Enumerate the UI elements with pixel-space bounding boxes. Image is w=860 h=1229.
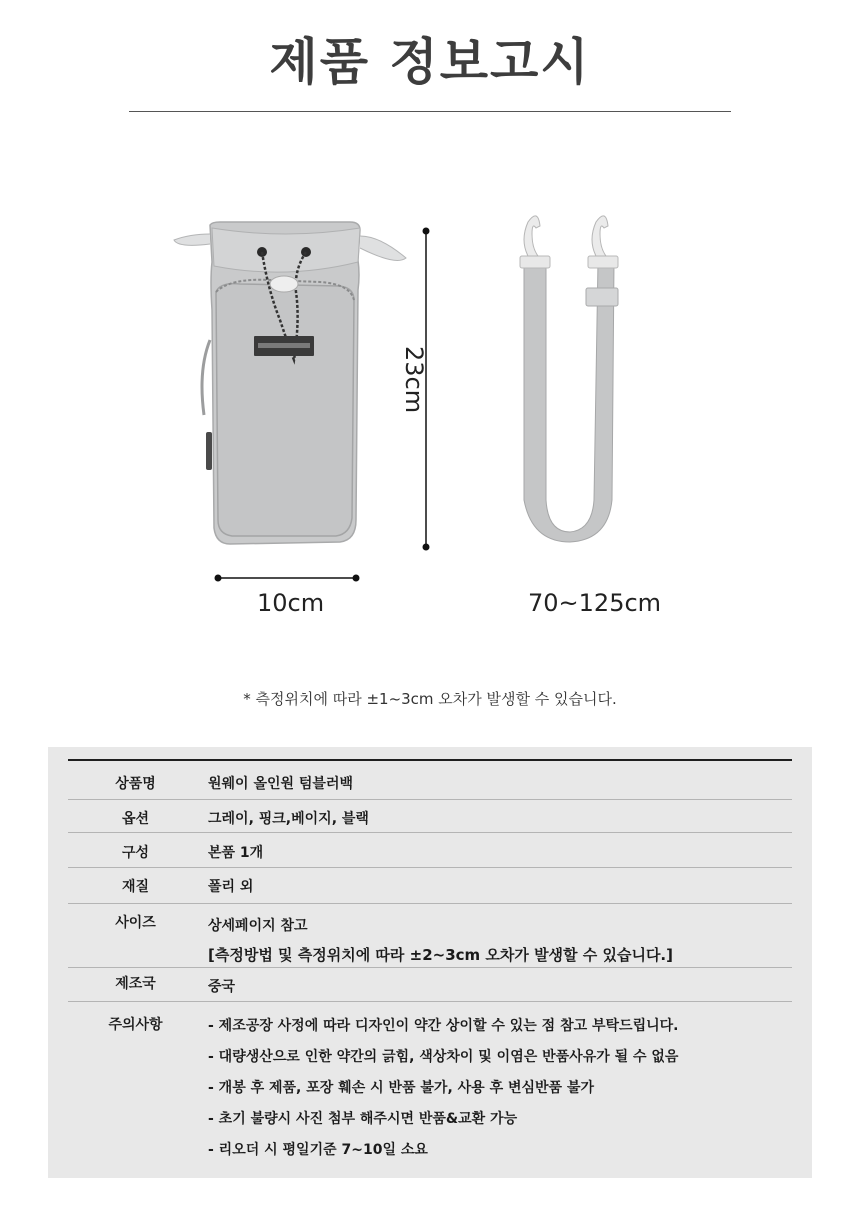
size-value-group [203, 904, 792, 967]
option-label: 옵션 [121, 811, 150, 827]
table-row [68, 868, 792, 904]
product-info-panel [48, 747, 812, 1178]
composition-label: 구성 [121, 845, 150, 861]
caution-item: - 리오더 시 평일기준 7~10일 소요 [208, 1142, 428, 1158]
product-illustration-area [160, 200, 700, 640]
size-label: 사이즈 [115, 915, 156, 931]
composition-value: 본품 1개 [208, 845, 264, 861]
table-row [68, 833, 792, 868]
origin-value: 중국 [208, 979, 236, 995]
shoulder-strap-image [520, 216, 618, 542]
caution-list [203, 1002, 792, 1162]
product-illustration [160, 200, 700, 640]
origin-label: 제조국 [115, 976, 156, 992]
name-label: 상품명 [115, 776, 156, 792]
caution-item: - 제조공장 사정에 따라 디자인이 약간 상이할 수 있는 점 참고 부탁드립니다. [208, 1018, 679, 1034]
page-title: 제품 정보고시 [269, 33, 591, 91]
title-divider [129, 111, 731, 112]
product-info-table [68, 759, 792, 1162]
caution-item: - 대량생산으로 인한 약간의 긁힘, 색상차이 및 이염은 반품사유가 될 수 없음 [208, 1049, 679, 1065]
caution-label: 주의사항 [108, 1017, 163, 1033]
bag-width-label: 10cm [257, 589, 325, 617]
option-value: 그레이, 핑크,베이지, 블랙 [208, 811, 369, 827]
table-row [68, 800, 792, 833]
strap-length-label: 70~125cm [528, 589, 662, 617]
size-value: 상세페이지 참고 [208, 918, 308, 934]
table-row [68, 968, 792, 1002]
material-value: 폴리 외 [208, 879, 254, 895]
size-note: [측정방법 및 측정위치에 따라 ±2~3cm 오차가 발생할 수 있습니다.] [208, 946, 673, 964]
table-row [68, 1002, 792, 1162]
measurement-note: * 측정위치에 따라 ±1~3cm 오차가 발생할 수 있습니다. [243, 690, 617, 708]
tumbler-bag-image [174, 222, 406, 544]
caution-item: - 개봉 후 제품, 포장 훼손 시 반품 불가, 사용 후 변심반품 불가 [208, 1080, 594, 1096]
table-row [68, 904, 792, 968]
table-row [68, 761, 792, 800]
bag-height-label: 23cm [400, 346, 428, 414]
name-value: 원웨이 올인원 텀블러백 [208, 776, 353, 792]
material-label: 재질 [121, 879, 150, 895]
caution-item: - 초기 불량시 사진 첨부 해주시면 반품&교환 가능 [208, 1111, 518, 1127]
